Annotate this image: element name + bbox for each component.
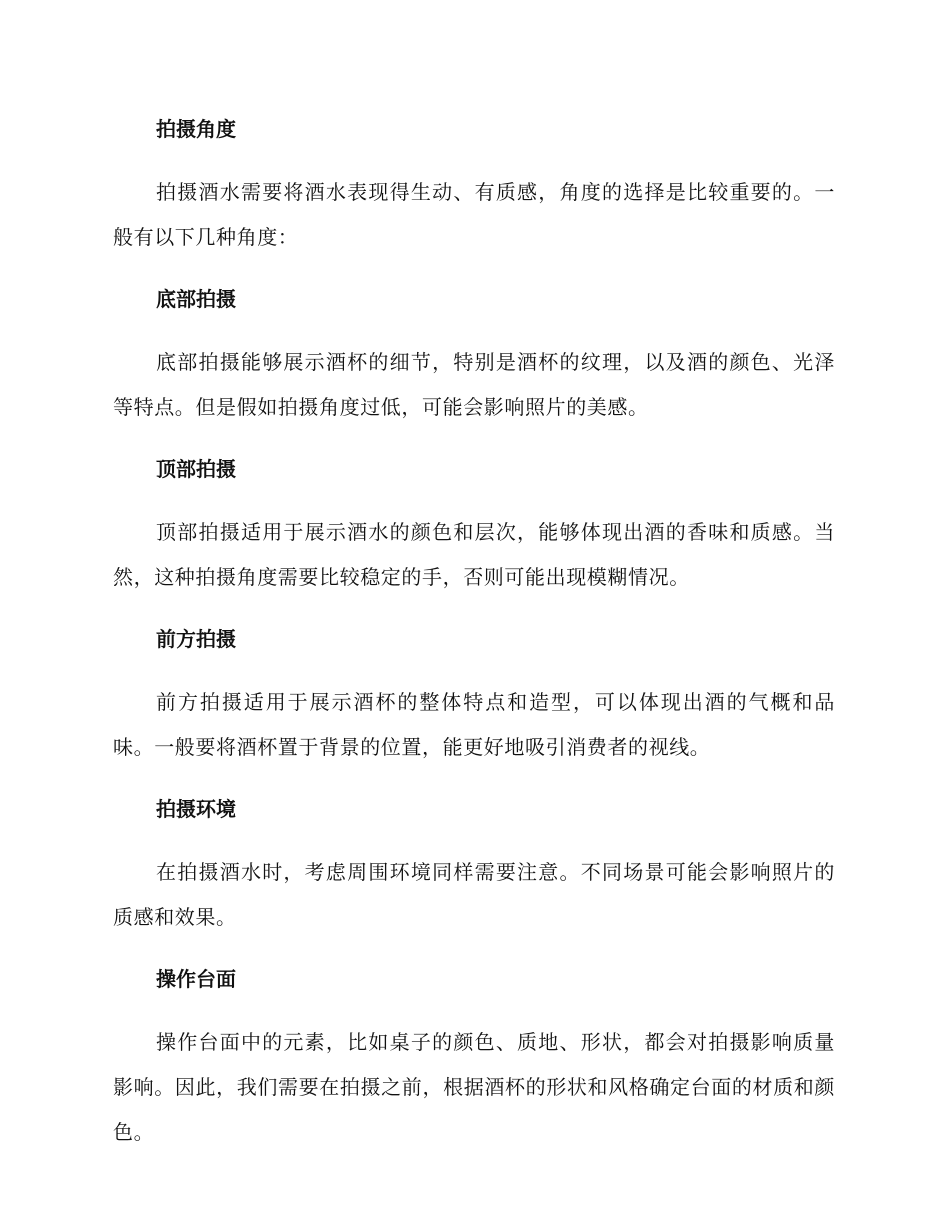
section-paragraph-front-shot: 前方拍摄适用于展示酒杯的整体特点和造型，可以体现出酒的气概和品味。一般要将酒杯置于背景的位置，能更好地吸引消费者的视线。 xyxy=(113,690,835,759)
section-heading-shooting-angle: 拍摄角度 xyxy=(156,117,236,141)
section-heading-bottom-shot: 底部拍摄 xyxy=(156,287,236,311)
section-paragraph-top-shot: 顶部拍摄适用于展示酒水的颜色和层次，能够体现出酒的香味和质感。当然，这种拍摄角度需要比较稳定的手，否则可能出现模糊情况。 xyxy=(113,520,835,589)
document-body xyxy=(113,112,835,1177)
section-heading-environment: 拍摄环境 xyxy=(156,797,236,821)
section-heading-work-surface: 操作台面 xyxy=(156,967,236,991)
section-paragraph-work-surface: 操作台面中的元素，比如桌子的颜色、质地、形状，都会对拍摄影响质量影响。因此，我们需要在拍摄之前，根据酒杯的形状和风格确定台面的材质和颜色。 xyxy=(113,1030,835,1144)
section-paragraph-environment: 在拍摄酒水时，考虑周围环境同样需要注意。不同场景可能会影响照片的质感和效果。 xyxy=(113,860,835,929)
section-paragraph-shooting-angle: 拍摄酒水需要将酒水表现得生动、有质感，角度的选择是比较重要的。一般有以下几种角度： xyxy=(113,180,835,249)
section-heading-top-shot: 顶部拍摄 xyxy=(156,457,236,481)
section-heading-front-shot: 前方拍摄 xyxy=(156,627,236,651)
section-paragraph-bottom-shot: 底部拍摄能够展示酒杯的细节，特别是酒杯的纹理，以及酒的颜色、光泽等特点。但是假如拍摄角度过低，可能会影响照片的美感。 xyxy=(113,350,835,419)
